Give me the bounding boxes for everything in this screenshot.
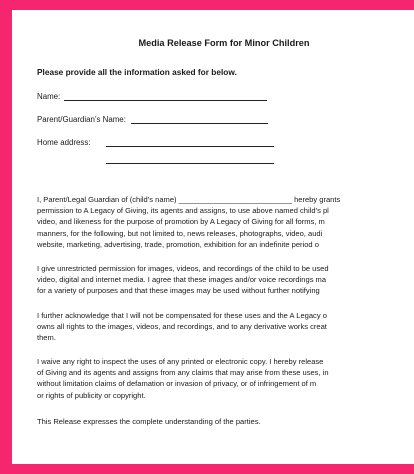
paragraph-line: permission to A Legacy of Giving, its agents and assigns, to use above named child’s pl [37, 206, 329, 216]
address-blank-line-1 [106, 146, 274, 147]
understanding-paragraph [37, 416, 414, 427]
waiver-paragraph [37, 356, 414, 401]
permission-paragraph [37, 263, 414, 297]
paragraph-line: manners, for the following, but not limited to, news releases, photographs, video, audi [37, 228, 323, 238]
paragraph-line: without limitation claims of defamation or invasion of privacy, or of infringement of m [37, 379, 317, 389]
paragraph-line: I further acknowledge that I will not be compensated for these uses and the A Legacy o [37, 311, 327, 320]
paragraph-line: video, digital and internet media. I agree that these images and/or voice recordings ma [37, 275, 327, 285]
paragraph-line: website, marketing, advertising, trade, promotion, exhibition for an indefinite period o [37, 239, 319, 249]
paragraph-line: video, and likeness for the purpose of promotion by A Legacy of Giving for all forms, m [37, 217, 325, 227]
name-blank-line [64, 100, 267, 101]
paragraph-line: I waive any right to inspect the uses of any printed or electronic copy. I hereby release [37, 357, 324, 366]
paragraph-line: I, Parent/Legal Guardian of (child’s name) ___________________________ hereby grants [37, 195, 341, 204]
paragraph-line: of Giving and its agents and assigns from any claims that may arise from these uses, in [37, 368, 329, 378]
paragraph-line: or rights of publicity or copyright. [37, 390, 146, 400]
guardian-name-label: Parent/Guardian’s Name: [37, 115, 126, 124]
guardian-name-blank-line [131, 123, 268, 124]
grant-paragraph [37, 194, 414, 250]
address-blank-line-2 [106, 163, 274, 164]
document-page [12, 10, 414, 464]
home-address-label: Home address: [37, 138, 91, 147]
form-instructions: Please provide all the information asked for below. [37, 67, 237, 77]
paragraph-line: I give unrestricted permission for images, videos, and recordings of the child to be used [37, 264, 329, 273]
paragraph-line: This Release expresses the complete understanding of the parties. [37, 417, 261, 426]
form-title: Media Release Form for Minor Children [138, 38, 310, 48]
paragraph-line: them. [37, 333, 56, 343]
name-label: Name: [37, 92, 61, 101]
paragraph-line: for a variety of purposes and that these images may be used without further notifying [37, 286, 320, 296]
compensation-paragraph [37, 310, 414, 344]
paragraph-line: owns all rights to the images, videos, and recordings, and to any derivative works creat [37, 322, 327, 332]
